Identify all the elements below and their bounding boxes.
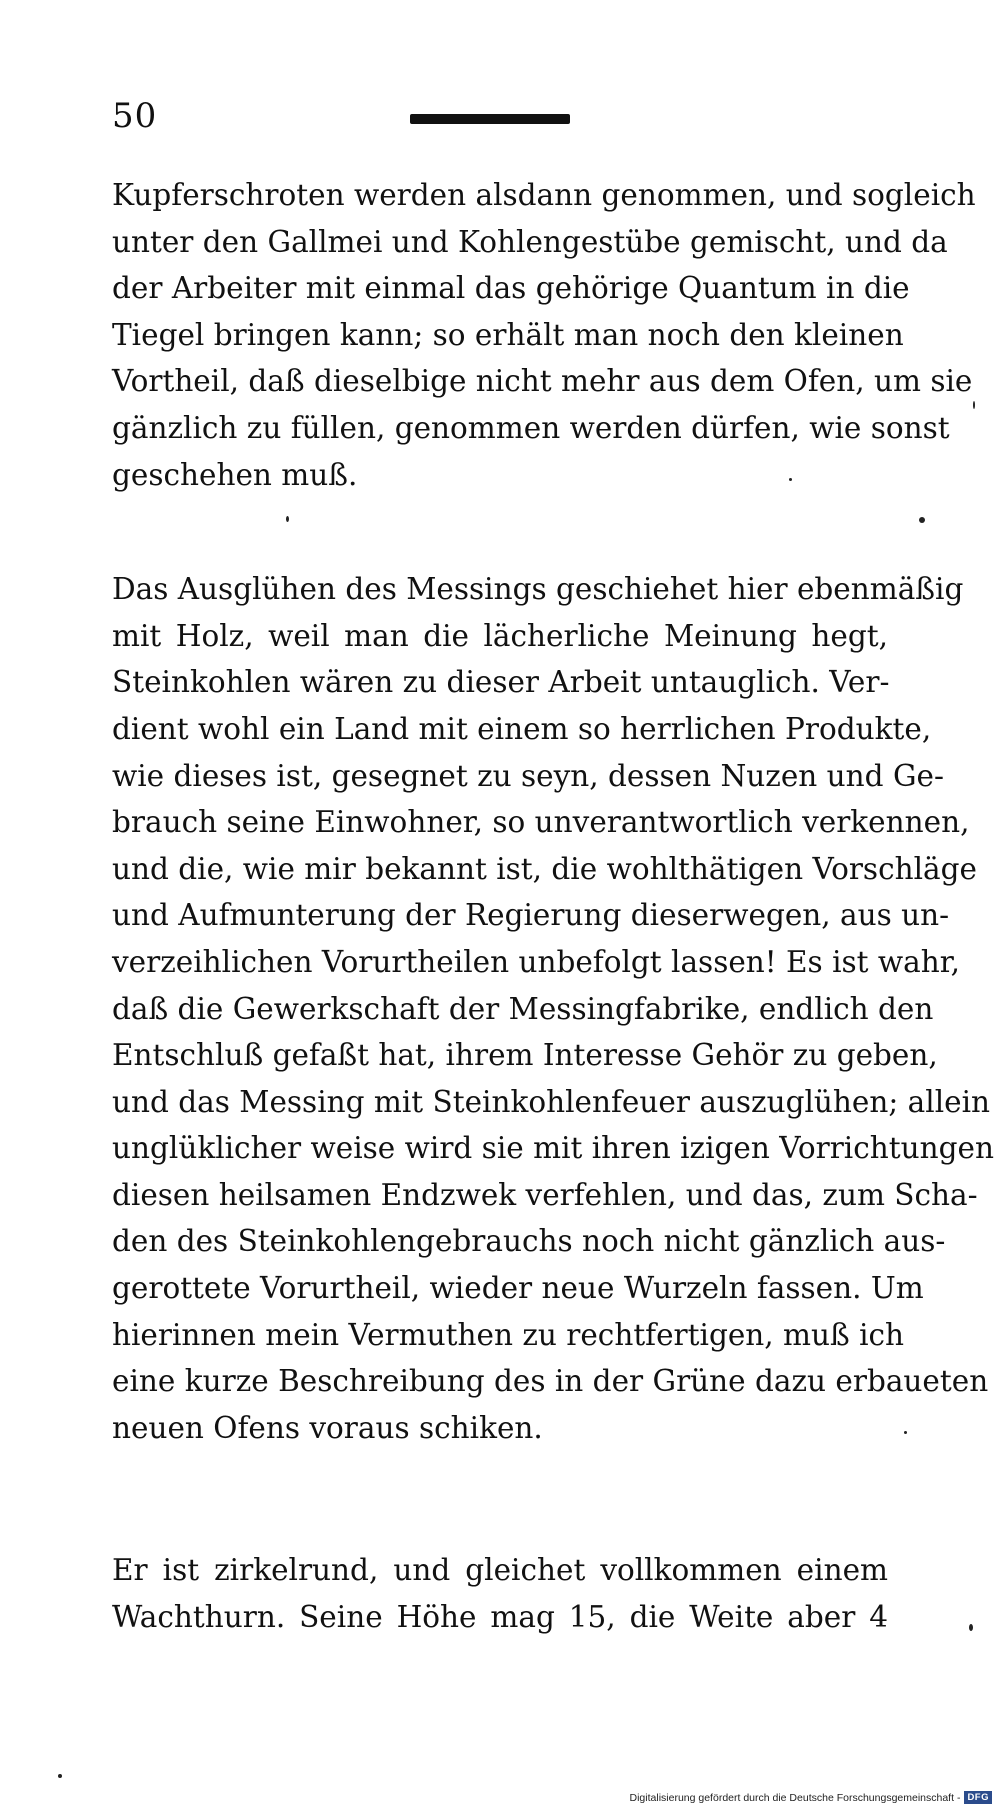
text-line: und Aufmunterung der Regierung dieserwegen, aus un- bbox=[112, 898, 950, 933]
text-line: Steinkohlen wären zu dieser Arbeit untauglich. Ver- bbox=[112, 665, 890, 700]
text-line: den des Steinkohlengebrauchs noch nicht gänzlich aus- bbox=[112, 1224, 946, 1259]
text-line: verzeihlichen Vorurtheilen unbefolgt lassen! Es ist wahr, bbox=[112, 944, 960, 979]
text-line: Tiegel bringen kann; so erhält man noch den kleinen bbox=[112, 317, 904, 352]
paragraph-spacer bbox=[112, 1451, 888, 1547]
text-line: Wachthurn. Seine Höhe mag 15, die Weite aber 4 bbox=[112, 1600, 888, 1635]
text-line: Er ist zirkelrund, und gleichet vollkommen einem bbox=[112, 1553, 888, 1588]
text-line: mit Holz, weil man die lächerliche Meinung hegt, bbox=[112, 618, 888, 653]
paragraph-1 bbox=[112, 172, 976, 498]
text-line: dient wohl ein Land mit einem so herrlichen Produkte, bbox=[112, 711, 932, 746]
text-line: daß die Gewerkschaft der Messingfabrike, endlich den bbox=[112, 991, 934, 1026]
digitization-credit bbox=[630, 1791, 992, 1804]
scan-speck bbox=[919, 517, 925, 523]
paragraph-3 bbox=[112, 1547, 888, 1640]
text-line: der Arbeiter mit einmal das gehörige Quantum in die bbox=[112, 271, 910, 306]
scan-speck bbox=[286, 516, 289, 522]
header-rule bbox=[410, 114, 570, 124]
scan-speck bbox=[58, 1774, 62, 1778]
text-line: gänzlich zu füllen, genommen werden dürfen, wie sonst bbox=[112, 410, 950, 445]
text-line: Das Ausglühen des Messings geschiehet hier ebenmäßig bbox=[112, 572, 964, 607]
text-line: diesen heilsamen Endzwek verfehlen, und das, zum Scha- bbox=[112, 1177, 978, 1212]
scan-speck bbox=[973, 401, 975, 409]
text-line: brauch seine Einwohner, so unverantwortlich verkennen, bbox=[112, 805, 970, 840]
scan-speck bbox=[969, 1624, 973, 1631]
scan-speck bbox=[904, 1431, 907, 1434]
body-text bbox=[112, 172, 994, 1641]
text-line: und die, wie mir bekannt ist, die wohlthätigen Vorschläge bbox=[112, 851, 977, 886]
text-line: Kupferschroten werden alsdann genommen, und sogleich bbox=[112, 178, 976, 212]
paragraph-2 bbox=[112, 566, 994, 1451]
dfg-logo: DFG bbox=[964, 1791, 992, 1804]
text-line: wie dieses ist, gesegnet zu seyn, dessen Nuzen und Ge- bbox=[112, 758, 944, 793]
page-number: 50 bbox=[112, 96, 158, 136]
text-line: geschehen muß. bbox=[112, 457, 358, 492]
text-line: hierinnen mein Vermuthen zu rechtfertigen, muß ich bbox=[112, 1317, 905, 1352]
text-line: neuen Ofens voraus schiken. bbox=[112, 1410, 543, 1445]
text-line: eine kurze Beschreibung des in der Grüne dazu erbaueten bbox=[112, 1364, 989, 1399]
text-line: Vortheil, daß dieselbige nicht mehr aus dem Ofen, um sie bbox=[112, 364, 973, 399]
text-line: unter den Gallmei und Kohlengestübe gemischt, und da bbox=[112, 224, 948, 259]
text-line: gerottete Vorurtheil, wieder neue Wurzeln fassen. Um bbox=[112, 1271, 924, 1306]
paragraph-spacer bbox=[112, 498, 888, 566]
text-line: Entschluß gefaßt hat, ihrem Interesse Gehör zu geben, bbox=[112, 1038, 938, 1073]
credit-text: Digitalisierung gefördert durch die Deutsche Forschungsgemeinschaft - bbox=[629, 1791, 961, 1804]
scan-speck bbox=[789, 478, 792, 481]
text-line: unglüklicher weise wird sie mit ihren izigen Vorrichtungen bbox=[112, 1131, 994, 1166]
text-line: und das Messing mit Steinkohlenfeuer auszuglühen; allein bbox=[112, 1084, 991, 1119]
